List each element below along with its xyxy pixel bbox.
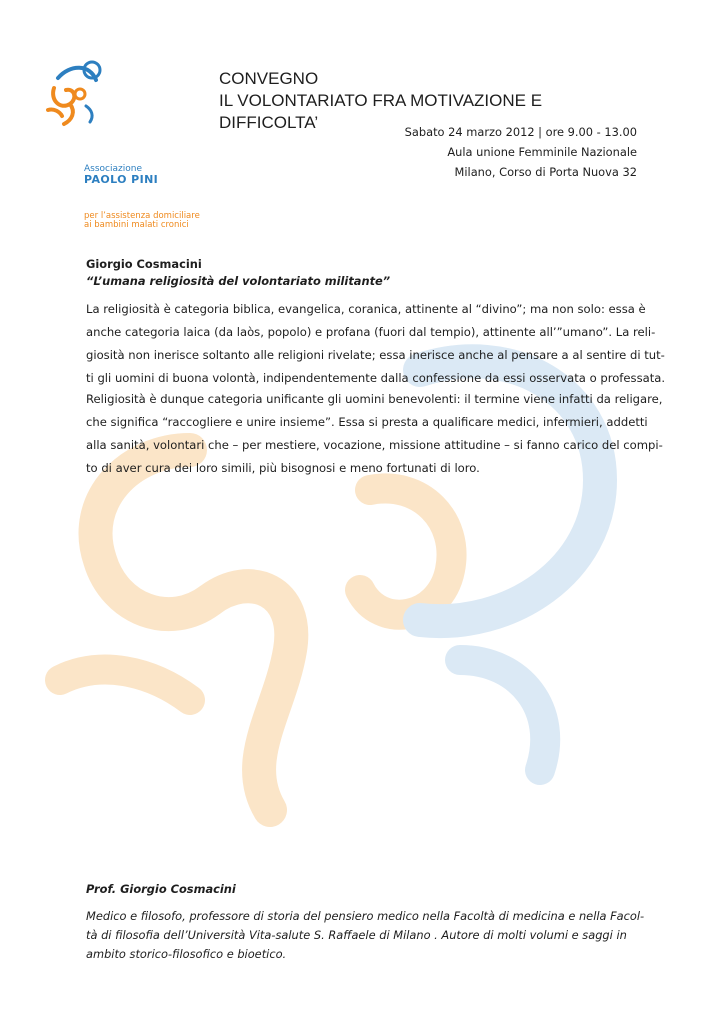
text-line: anche categoria laica (da laòs, popolo) e profana (fuori dal tempio), attinente all’”umano”. La reli- [86,325,656,339]
article-title: “L’umana religiosità del volontariato militante” [86,274,391,288]
text-line: alla sanità, volontari che – per mestiere, vocazione, missione attitudine – si fanno carico del compi- [86,438,663,452]
text-line: La religiosità è categoria biblica, evangelica, coranica, attinente al “divino”; ma non solo: essa è [86,302,646,316]
conference-label: CONVEGNO [219,69,319,88]
event-date: Sabato 24 marzo 2012 | ore 9.00 - 13.00 [404,125,637,139]
article-paragraph-2 [86,388,663,480]
text-line: Religiosità è dunque categoria unificante gli uomini benevolenti: il termine viene infatti da religare, [86,392,663,406]
text-line: Medico e filosofo, professore di storia del pensiero medico nella Facoltà di medicina e nella Facol- [86,909,645,923]
event-venue: Aula unione Femminile Nazionale [447,145,637,159]
event-details [405,122,637,182]
logo-organization-name: PAOLO PINI [84,173,159,186]
bio-text [86,907,646,964]
organization-logo [46,58,200,230]
article-paragraph-1 [86,298,666,390]
logo-association-label: Associazione [84,164,142,174]
logo-tagline-line2: ai bambini malati cronici [84,220,189,230]
text-line: tà di filosofia dell’Università Vita-salute S. Raffaele di Milano . Autore di molti volumi e saggi in [86,928,627,942]
article-author: Giorgio Cosmacini [86,257,202,271]
text-line: ambito storico-filosofico e bioetico. [86,947,287,961]
text-line: to di aver cura dei loro simili, più bisognosi e meno fortunati di loro. [86,461,480,475]
text-line: ti gli uomini di buona volontà, indipendentemente dalla confessione da essi osservata o professata. [86,371,666,385]
event-address: Milano, Corso di Porta Nuova 32 [454,165,637,179]
bio-name: Prof. Giorgio Cosmacini [86,882,236,896]
conference-title: IL VOLONTARIATO FRA MOTIVAZIONE E DIFFICOLTA’ [219,91,543,132]
text-line: giosità non inerisce soltanto alle religioni rivelate; essa inerisce anche al pensare a al sentire di tut- [86,348,665,362]
logo-figure-icon [46,58,106,132]
text-line: che significa “raccogliere e unire insieme”. Essa si presta a qualificare medici, infermieri, addetti [86,415,648,429]
logo-tagline-line1: per l’assistenza domiciliare [84,211,200,221]
